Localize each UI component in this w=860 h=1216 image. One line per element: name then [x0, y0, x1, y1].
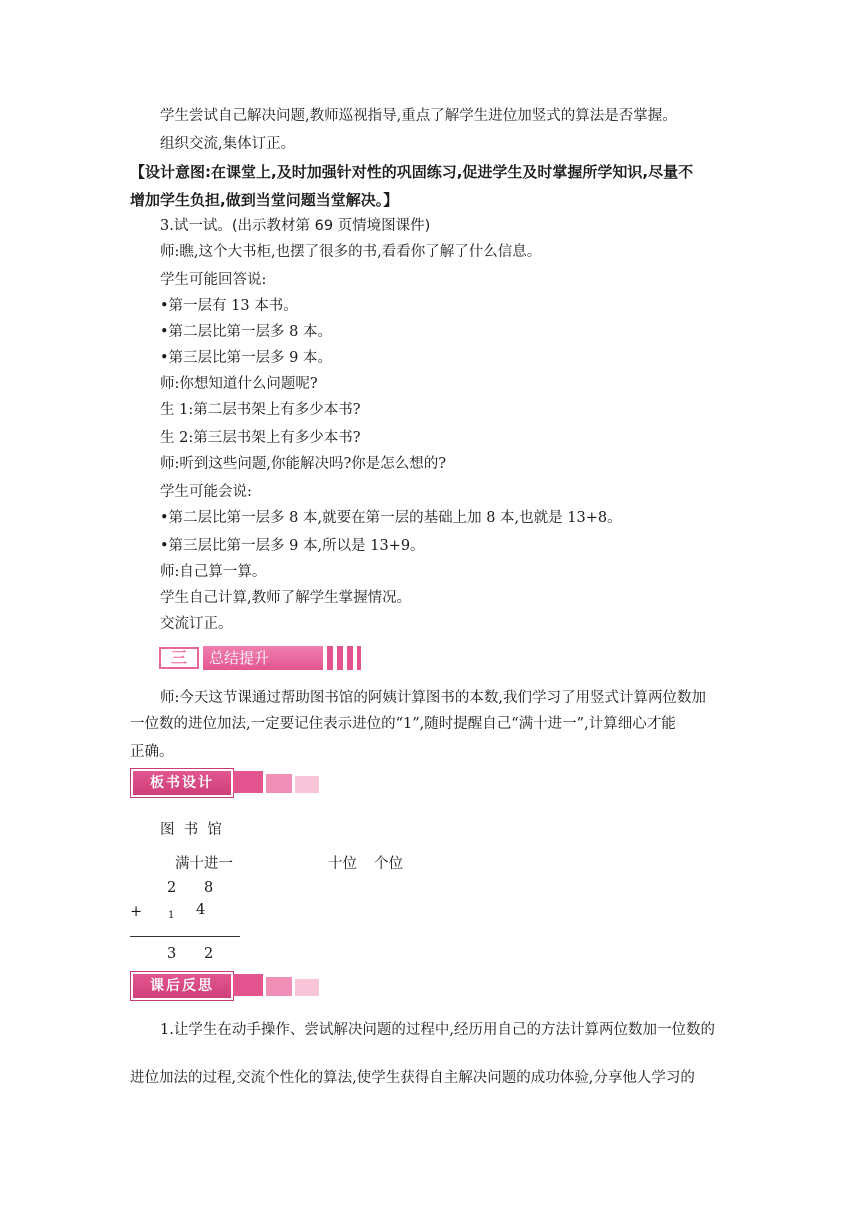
- design-intent-line-1: 【设计意图:在课堂上,及时加强针对性的巩固练习,促进学生及时掌握所学知识,尽量不: [130, 163, 694, 181]
- reflection-line-1: 1.让学生在动手操作、尝试解决问题的过程中,经历用自己的方法计算两位数加一位数的: [160, 1022, 715, 1038]
- bullet-item: •第一层有 13 本书。: [160, 298, 298, 314]
- decor-square: [233, 771, 263, 793]
- section-banner: [159, 646, 367, 670]
- banner-stripe: [347, 646, 353, 670]
- design-intent-line-2: 增加学生负担,做到当堂问题当堂解决。】: [130, 191, 399, 209]
- summary-line-1: 师:今天这节课通过帮助图书馆的阿姨计算图书的本数,我们学习了用竖式计算两位数加: [160, 690, 706, 706]
- banner-stripe: [337, 646, 343, 670]
- paragraph: 学生自己计算,教师了解学生掌握情况。: [160, 590, 412, 606]
- decor-square: [295, 776, 319, 793]
- section-title: 总结提升: [203, 646, 323, 670]
- addend-tens-digit: 2: [167, 880, 177, 896]
- result-ones-digit: 2: [204, 946, 214, 962]
- addend-ones-digit: 8: [204, 880, 214, 896]
- paragraph: 师:瞧,这个大书柜,也摆了很多的书,看看你了解了什么信息。: [160, 244, 542, 260]
- summary-line-3: 正确。: [130, 744, 174, 760]
- bullet-item: •第三层比第一层多 9 本。: [160, 350, 332, 366]
- board-title: 图 书 馆: [160, 822, 222, 838]
- try-heading: [160, 216, 430, 236]
- decor-square: [266, 774, 292, 793]
- try-note: (出示教材第 69 页情境图课件): [231, 218, 431, 234]
- column-ones-label: 个位: [374, 856, 403, 872]
- paragraph: 师:自己算一算。: [160, 564, 267, 580]
- bullet-item: •第二层比第一层多 8 本,就要在第一层的基础上加 8 本,也就是 13+8。: [160, 510, 622, 526]
- paragraph: 学生尝试自己解决问题,教师巡视指导,重点了解学生进位加竖式的算法是否掌握。: [160, 108, 677, 124]
- bullet-item: •第二层比第一层多 8 本。: [160, 324, 332, 340]
- column-tens-label: 十位: [328, 856, 357, 872]
- rule-text: 满十进一: [175, 856, 233, 872]
- paragraph: 生 1:第二层书架上有多少本书?: [160, 402, 361, 418]
- bullet-item: •第三层比第一层多 9 本,所以是 13+9。: [160, 538, 425, 554]
- paragraph: 师:你想知道什么问题呢?: [160, 376, 318, 392]
- addend-ones-digit: 4: [196, 902, 206, 918]
- summary-line-2: 一位数的进位加法,一定要记住表示进位的“1”,随时提醒自己“满十进一”,计算细心才能: [130, 716, 676, 732]
- paragraph: 交流订正。: [160, 616, 233, 632]
- reflection-line-2: 进位加法的过程,交流个性化的算法,使学生获得自主解决问题的成功体验,分享他人学习的: [130, 1070, 695, 1086]
- try-number: 3.试一试。: [160, 218, 232, 234]
- carry-digit: 1: [168, 910, 175, 921]
- reflection-header: 课后反思: [131, 972, 233, 1000]
- paragraph: 学生可能回答说:: [160, 272, 267, 288]
- banner-stripe: [357, 646, 361, 670]
- paragraph: 组织交流,集体订正。: [160, 136, 296, 152]
- paragraph: 学生可能会说:: [160, 484, 252, 500]
- paragraph: 师:听到这些问题,你能解决吗?你是怎么想的?: [160, 456, 447, 472]
- sum-line: [130, 936, 240, 937]
- board-design-header: 板书设计: [131, 769, 233, 797]
- section-number: 三: [159, 647, 199, 669]
- plus-sign: +: [130, 904, 143, 920]
- decor-square: [266, 977, 292, 996]
- paragraph: 生 2:第三层书架上有多少本书?: [160, 430, 361, 446]
- result-tens-digit: 3: [167, 946, 177, 962]
- decor-square: [233, 974, 263, 996]
- decor-square: [295, 979, 319, 996]
- banner-stripe: [327, 646, 333, 670]
